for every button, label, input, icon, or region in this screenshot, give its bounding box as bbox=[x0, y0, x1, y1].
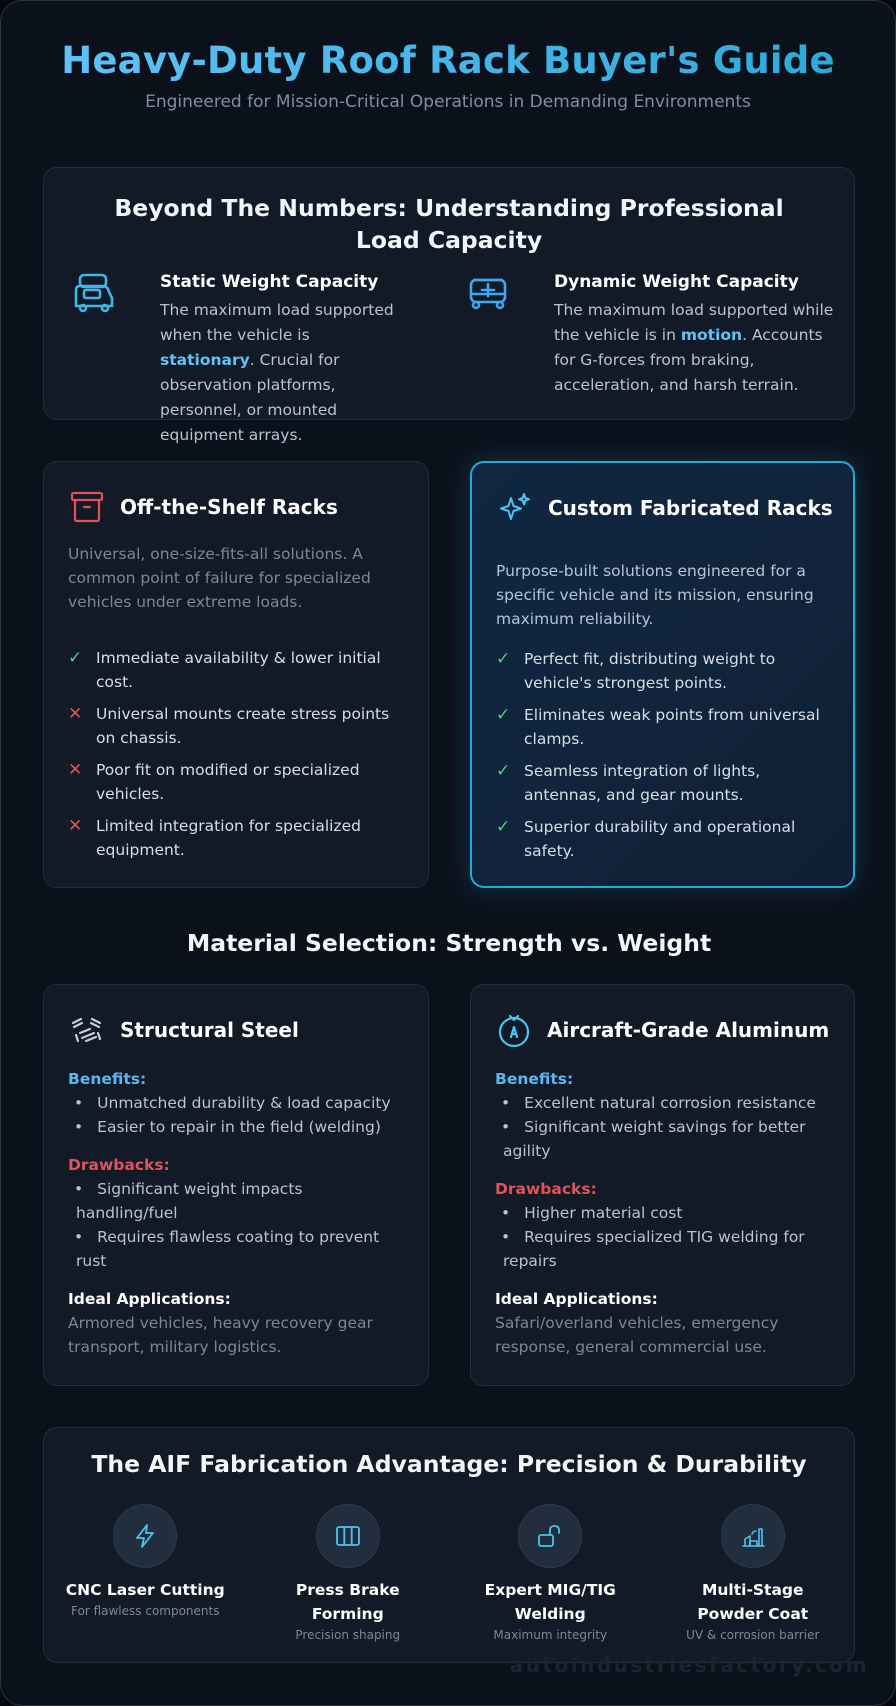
feature-text: Universal mounts create stress points on chassis. bbox=[96, 705, 390, 747]
step-title: CNC Laser Cutting bbox=[65, 1581, 225, 1599]
feature-text: Immediate availability & lower initial cost. bbox=[96, 649, 381, 691]
bullet-item bbox=[68, 1115, 406, 1139]
static-capacity bbox=[72, 272, 402, 448]
bullet-dot-icon: • bbox=[74, 1228, 84, 1246]
bullet-item bbox=[68, 1177, 406, 1225]
bullet-dot-icon: • bbox=[74, 1118, 84, 1136]
feature-text: Seamless integration of lights, antennas, and gear mounts. bbox=[524, 762, 761, 804]
custom-fabricated-description: Purpose-built solutions engineered for a specific vehicle and its mission, ensuring maximum reliability. bbox=[496, 562, 814, 628]
bullet-item bbox=[68, 1225, 406, 1273]
dynamic-capacity-title: Dynamic Weight Capacity bbox=[554, 272, 799, 292]
aluminum-drawbacks-list bbox=[495, 1201, 832, 1273]
custom-fabricated-features bbox=[496, 647, 833, 871]
feature-item bbox=[496, 759, 833, 807]
aluminum-benefits-list bbox=[495, 1091, 832, 1163]
fabrication-step bbox=[652, 1504, 855, 1642]
feature-item bbox=[68, 646, 408, 694]
off-the-shelf-title: Off-the-Shelf Racks bbox=[120, 495, 338, 519]
lightning-bolt-icon bbox=[131, 1522, 159, 1550]
factory-icon bbox=[739, 1522, 767, 1550]
dynamic-highlight: motion bbox=[680, 326, 743, 344]
steel-benefits-label: Benefits: bbox=[68, 1070, 147, 1088]
fabrication-step bbox=[449, 1504, 652, 1642]
page-title: Heavy-Duty Roof Rack Buyer's Guide bbox=[1, 39, 895, 82]
feature-text: Superior durability and operational safety. bbox=[524, 818, 796, 860]
static-capacity-text: The maximum load supported when the vehicle is stationary. Crucial for observation platforms, personnel, or mounted equipment arrays. bbox=[160, 301, 394, 444]
check-icon: ✓ bbox=[496, 817, 511, 837]
off-the-shelf-description: Universal, one-size-fits-all solutions. A common point of failure for specialized vehicles under extreme loads. bbox=[68, 545, 371, 611]
fabrication-title: The AIF Fabrication Advantage: Precision & Durability bbox=[91, 1450, 807, 1478]
bullet-item bbox=[68, 1091, 406, 1115]
bullet-dot-icon: • bbox=[501, 1204, 511, 1222]
steel-beams-icon bbox=[68, 1011, 106, 1049]
off-the-shelf-card bbox=[43, 461, 429, 888]
load-capacity-card bbox=[43, 167, 855, 444]
x-mark-icon: ✕ bbox=[68, 816, 83, 836]
fabrication-step bbox=[247, 1504, 450, 1642]
structural-steel-card bbox=[43, 984, 429, 1386]
steel-applications-text: Armored vehicles, heavy recovery gear transport, military logistics. bbox=[68, 1314, 373, 1356]
bullet-text: Significant weight savings for better agility bbox=[503, 1118, 806, 1160]
bullet-text: Unmatched durability & load capacity bbox=[97, 1094, 391, 1112]
watermark: autoindustriesfactory.com bbox=[509, 1653, 869, 1677]
custom-fabricated-card bbox=[470, 461, 855, 888]
fabrication-steps bbox=[44, 1504, 854, 1642]
feature-text: Eliminates weak points from universal clamps. bbox=[524, 706, 820, 748]
bullet-text: Higher material cost bbox=[524, 1204, 683, 1222]
step-subtitle: For flawless components bbox=[71, 1604, 220, 1618]
aluminum-title: Aircraft-Grade Aluminum bbox=[547, 1018, 830, 1042]
x-mark-icon: ✕ bbox=[68, 760, 83, 780]
step-title: Expert MIG/TIG Welding bbox=[484, 1581, 616, 1623]
bullet-text: Requires specialized TIG welding for repairs bbox=[503, 1228, 805, 1270]
steel-drawbacks-label: Drawbacks: bbox=[68, 1156, 170, 1174]
steel-drawbacks-list bbox=[68, 1177, 406, 1273]
check-icon: ✓ bbox=[496, 705, 511, 725]
truck-icon bbox=[72, 272, 116, 316]
dynamic-capacity bbox=[466, 272, 836, 398]
bullet-dot-icon: • bbox=[501, 1228, 511, 1246]
bullet-item bbox=[495, 1091, 832, 1115]
bullet-text: Significant weight impacts handling/fuel bbox=[76, 1180, 303, 1222]
steel-benefits-list bbox=[68, 1091, 406, 1139]
ambulance-icon bbox=[466, 272, 510, 316]
steel-applications-label: Ideal Applications: bbox=[68, 1290, 231, 1308]
columns-icon bbox=[334, 1522, 362, 1550]
feature-text: Limited integration for specialized equipment. bbox=[96, 817, 361, 859]
aluminum-card bbox=[470, 984, 855, 1386]
feature-item bbox=[68, 814, 408, 862]
custom-fabricated-title: Custom Fabricated Racks bbox=[548, 496, 833, 520]
bullet-text: Requires flawless coating to prevent rust bbox=[76, 1228, 380, 1270]
check-icon: ✓ bbox=[68, 648, 83, 668]
bullet-dot-icon: • bbox=[501, 1094, 511, 1112]
bullet-text: Easier to repair in the field (welding) bbox=[97, 1118, 381, 1136]
sparkles-icon bbox=[496, 489, 534, 527]
fabrication-card bbox=[43, 1427, 855, 1663]
bullet-dot-icon: • bbox=[501, 1118, 511, 1136]
x-mark-icon: ✕ bbox=[68, 704, 83, 724]
feature-item bbox=[68, 702, 408, 750]
feature-item bbox=[68, 758, 408, 806]
check-icon: ✓ bbox=[496, 761, 511, 781]
bullet-dot-icon: • bbox=[74, 1180, 84, 1198]
step-subtitle: Maximum integrity bbox=[493, 1628, 608, 1642]
archive-box-icon bbox=[68, 488, 106, 526]
page-subtitle: Engineered for Mission-Critical Operations in Demanding Environments bbox=[145, 92, 751, 112]
step-title: Multi-Stage Powder Coat bbox=[697, 1581, 809, 1623]
unlock-icon bbox=[536, 1522, 564, 1550]
dynamic-capacity-text: The maximum load supported while the vehicle is in motion. Accounts for G-forces from braking, acceleration, and harsh terrain. bbox=[554, 301, 834, 394]
aluminum-element-icon bbox=[495, 1011, 533, 1049]
load-capacity-title: Beyond The Numbers: Understanding Professional Load Capacity bbox=[114, 194, 784, 254]
bullet-item bbox=[495, 1201, 832, 1225]
bullet-dot-icon: • bbox=[74, 1094, 84, 1112]
feature-item bbox=[496, 647, 833, 695]
static-capacity-title: Static Weight Capacity bbox=[160, 272, 379, 292]
bullet-text: Excellent natural corrosion resistance bbox=[524, 1094, 816, 1112]
header bbox=[1, 1, 895, 112]
bullet-item bbox=[495, 1225, 832, 1273]
aluminum-applications-label: Ideal Applications: bbox=[495, 1290, 658, 1308]
static-highlight: stationary bbox=[160, 351, 250, 369]
off-the-shelf-features bbox=[68, 646, 408, 870]
fabrication-step bbox=[44, 1504, 247, 1642]
structural-steel-title: Structural Steel bbox=[120, 1018, 299, 1042]
aluminum-applications-text: Safari/overland vehicles, emergency response, general commercial use. bbox=[495, 1314, 779, 1356]
feature-item bbox=[496, 703, 833, 751]
check-icon: ✓ bbox=[496, 649, 511, 669]
step-subtitle: Precision shaping bbox=[295, 1628, 401, 1642]
feature-text: Poor fit on modified or specialized vehicles. bbox=[96, 761, 360, 803]
feature-text: Perfect fit, distributing weight to vehicle's strongest points. bbox=[524, 650, 776, 692]
step-subtitle: UV & corrosion barrier bbox=[686, 1628, 820, 1642]
materials-title: Material Selection: Strength vs. Weight bbox=[186, 929, 712, 957]
aluminum-benefits-label: Benefits: bbox=[495, 1070, 574, 1088]
feature-item bbox=[496, 815, 833, 863]
bullet-item bbox=[495, 1115, 832, 1163]
aluminum-drawbacks-label: Drawbacks: bbox=[495, 1180, 597, 1198]
step-title: Press Brake Forming bbox=[295, 1581, 400, 1623]
